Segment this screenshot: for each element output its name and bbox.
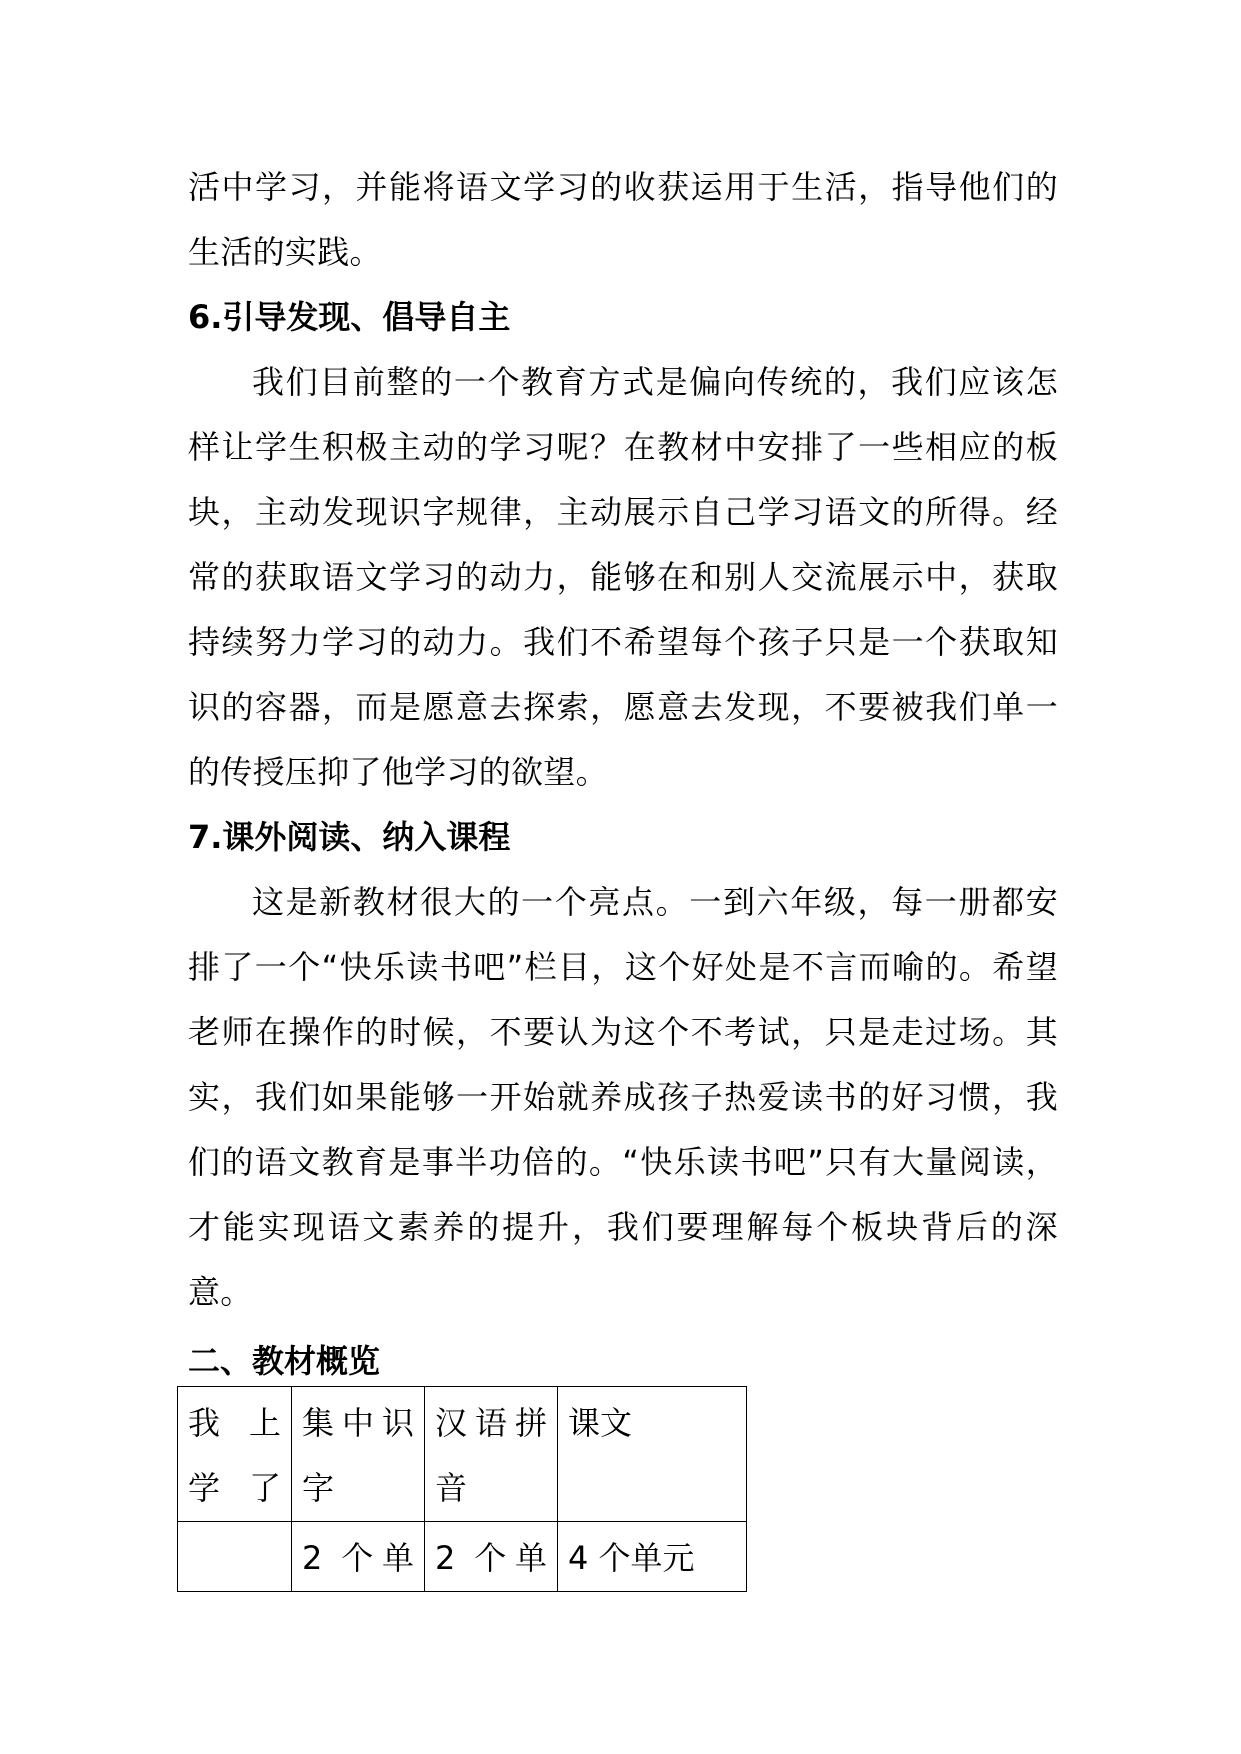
table-cell: 课文 [558,1387,747,1522]
document-body [188,155,1058,1394]
table-cell: 汉语拼音 [425,1387,558,1522]
table-cell: 2 个单 [425,1522,558,1592]
table-cell: 我 上 学了 [178,1387,292,1522]
paragraph-continuation: 活中学习，并能将语文学习的收获运用于生活，指导他们的生活的实践。 [188,168,1058,271]
table-row [178,1522,747,1592]
chapter-heading-overview: 二、教材概览 [188,1342,381,1380]
table-cell [178,1522,292,1592]
paragraph-section-6: 我们目前整的一个教育方式是偏向传统的，我们应该怎样让学生积极主动的学习呢？在教材中安排了一些相应的板块，主动发现识字规律，主动展示自己学习语文的所得。经常的获取语文学习的动力，能够在和别人交流展示中，获取持续努力学习的动力。我们不希望每个孩子只是一个获取知识的容器，而是愿意去探索，愿意去发现，不要被我们单一的传授压抑了他学习的欲望。 [188,363,1058,791]
table-cell: 2 个单 [292,1522,425,1592]
section-heading-7: 7.课外阅读、纳入课程 [188,818,511,856]
section-heading-6: 6.引导发现、倡导自主 [188,298,511,336]
table-row [178,1387,747,1522]
table-cell: 集中识字 [292,1387,425,1522]
table-cell: 4 个单元 [558,1522,747,1592]
paragraph-section-7: 这是新教材很大的一个亮点。一到六年级，每一册都安排了一个“快乐读书吧”栏目，这个好处是不言而喻的。希望老师在操作的时候，不要认为这个不考试，只是走过场。其实，我们如果能够一开始就养成孩子热爱读书的好习惯，我们的语文教育是事半功倍的。“快乐读书吧”只有大量阅读，才能实现语文素养的提升，我们要理解每个板块背后的深意。 [188,883,1058,1311]
textbook-overview-table [177,1386,747,1592]
